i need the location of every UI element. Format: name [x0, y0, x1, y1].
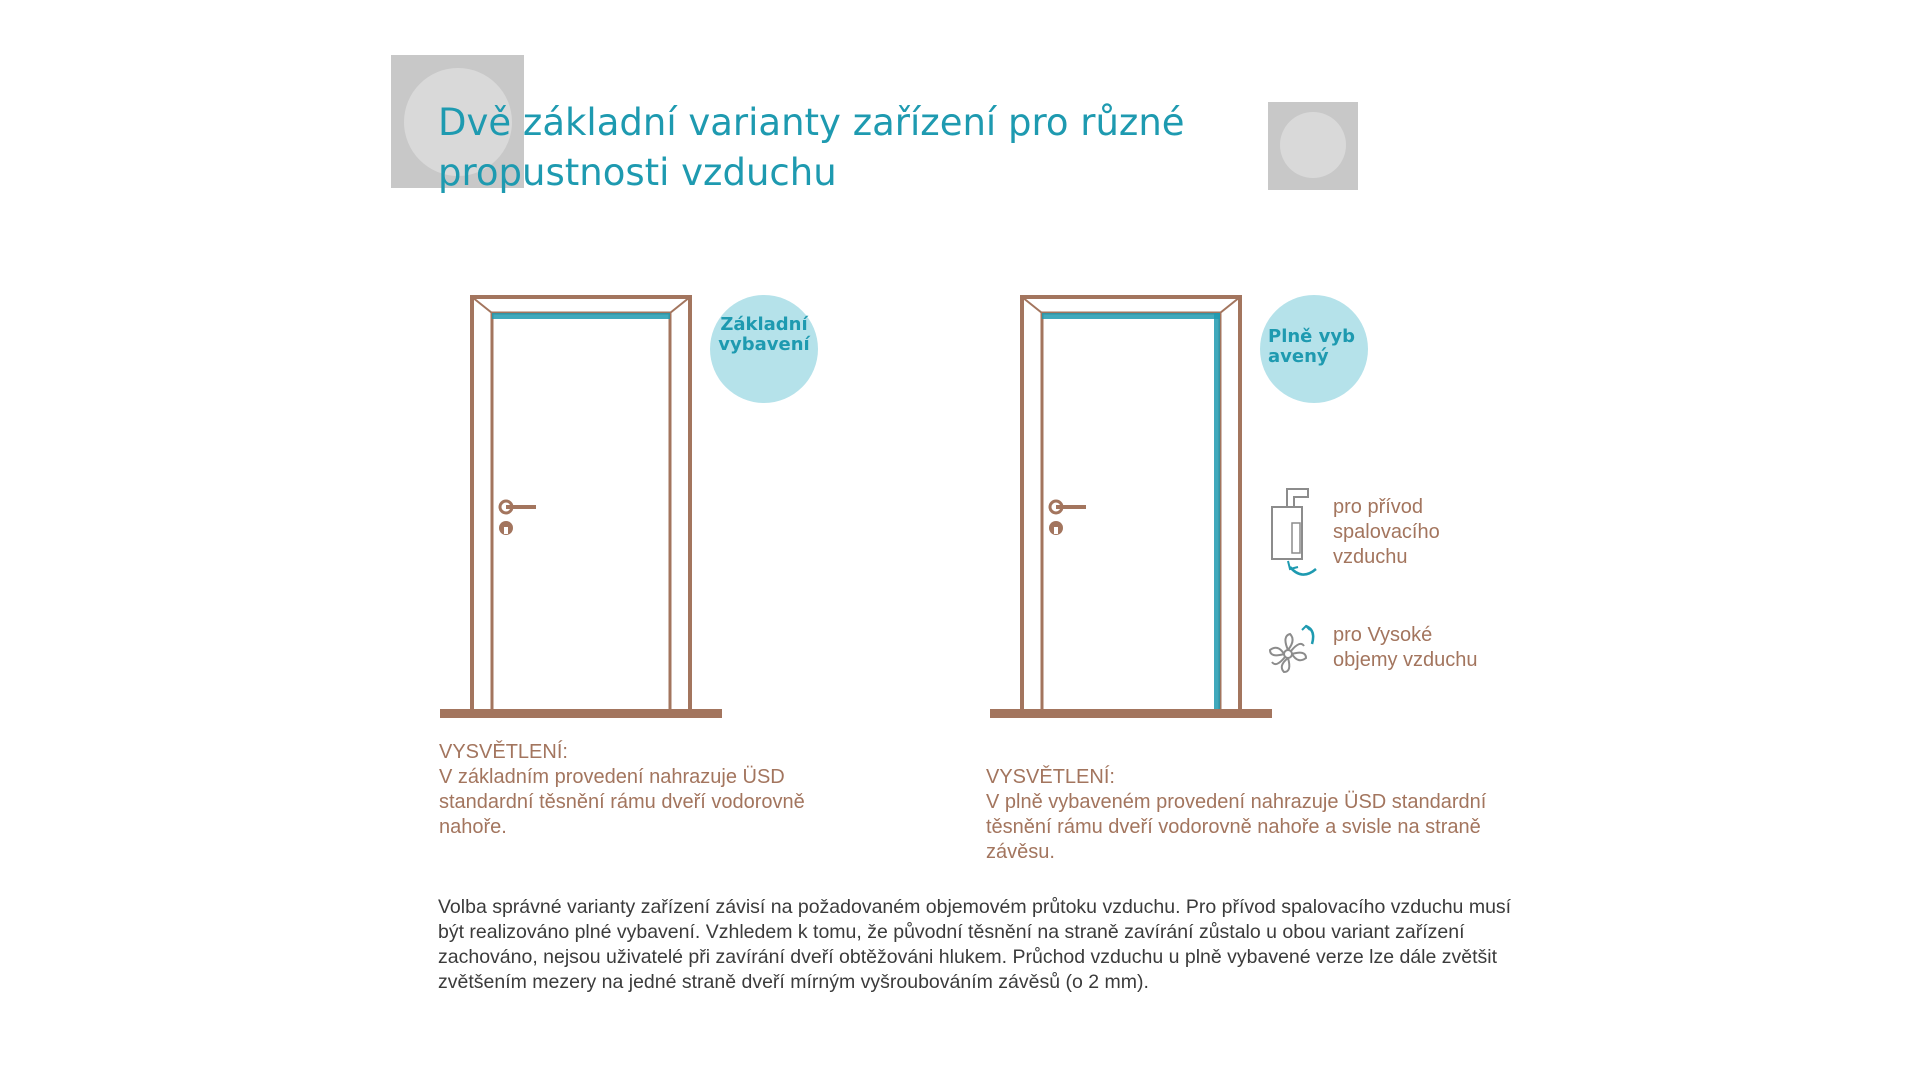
- legend-combustion-text: pro přívod spalovacího vzduchu: [1333, 496, 1440, 568]
- legend-volume-text: pro Vysoké objemy vzduchu: [1333, 624, 1478, 671]
- page-title: Dvě základní varianty zařízení pro různé propustnosti vzduchu: [438, 101, 1185, 194]
- fan-icon: [1266, 622, 1330, 682]
- explanation-full-text: V plně vybaveném provedení nahrazuje ÜSD standardní těsnění rámu dveří vodorovně nahoře a svisle na straně závěsu.: [986, 791, 1487, 863]
- explanation-basic-text: V základním provedení nahrazuje ÜSD standardní těsnění rámu dveří vodorovně nahoře.: [439, 766, 805, 838]
- boiler-icon: [1268, 483, 1332, 579]
- badge-basic: [710, 295, 818, 403]
- footer-paragraph: Volba správné varianty zařízení závisí na požadovaném objemovém průtoku vzduchu. Pro přívod spalovacího vzduchu musí být realizováno plné vybavení. Vzhledem k tomu, že původní těsnění na straně zavírání zůstalo u obou variant zařízení zachováno, nejsou uživatelé při zavírání dveří obtěžováni hlukem. Průchod vzduchu u plně vybavené verze lze dále zvětšit zvětšením mezery na jedné straně dveří mírným vyšroubováním závěsů (o 2 mm).: [438, 896, 1512, 993]
- explanation-basic-heading: VYSVĚTLENÍ:: [439, 741, 568, 763]
- explanation-full-heading: VYSVĚTLENÍ:: [986, 766, 1115, 788]
- badge-basic-label: Základní vybavení: [718, 314, 810, 355]
- badge-full: [1260, 295, 1368, 403]
- badge-full-label: Plně vybavený: [1268, 326, 1356, 367]
- door-full-illustration: [990, 295, 1272, 720]
- door-basic-illustration: [440, 295, 722, 720]
